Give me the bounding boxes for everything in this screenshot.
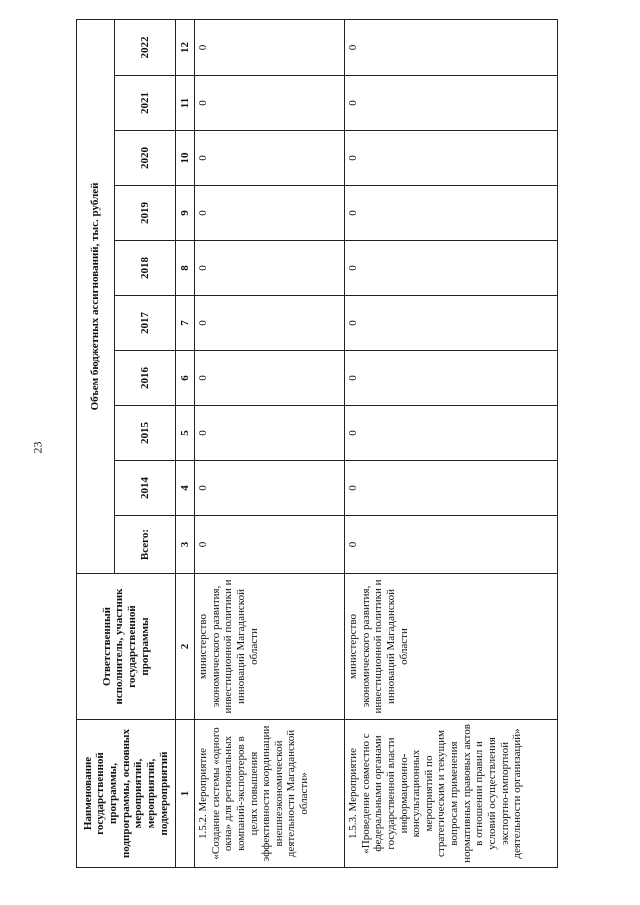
column-number-row: [176, 19, 195, 867]
row-value: 0: [195, 351, 345, 406]
row-value: 0: [345, 461, 558, 516]
row-value: 0: [345, 351, 558, 406]
column-number: 8: [176, 241, 195, 296]
row-value: 0: [195, 19, 345, 75]
header-year: 2018: [115, 241, 176, 296]
column-number: 1: [176, 720, 195, 868]
column-number: 7: [176, 296, 195, 351]
row-value: 0: [345, 76, 558, 131]
row-executor: министерство экономического развития, инвестиционной политики и инноваций Магаданской области: [195, 574, 345, 720]
table-wrapper: [76, 20, 558, 868]
column-number: 5: [176, 406, 195, 461]
column-number: 3: [176, 516, 195, 574]
header-year: 2019: [115, 186, 176, 241]
row-value: 0: [345, 186, 558, 241]
header-name-col: Наименование государственной программы, подпрограммы, основных мероприятий, мероприятий, подмероприятий: [77, 720, 176, 868]
row-value: 0: [345, 131, 558, 186]
row-value: 0: [345, 296, 558, 351]
row-value: 0: [195, 76, 345, 131]
column-number: 9: [176, 186, 195, 241]
row-value: 0: [345, 516, 558, 574]
column-number: 10: [176, 131, 195, 186]
header-budget-group: Объем бюджетных ассигнований, тыс. рублей: [77, 19, 115, 573]
row-value: 0: [195, 186, 345, 241]
header-year: 2017: [115, 296, 176, 351]
column-number: 4: [176, 461, 195, 516]
budget-table: [76, 19, 558, 868]
header-year: 2014: [115, 461, 176, 516]
row-value: 0: [195, 131, 345, 186]
table-row: [345, 19, 558, 867]
header-year: 2020: [115, 131, 176, 186]
column-number: 2: [176, 574, 195, 720]
row-value: 0: [345, 19, 558, 75]
row-executor: министерство экономического развития, инвестиционной политики и инноваций Магаданской области: [345, 574, 558, 720]
row-value: 0: [195, 406, 345, 461]
row-value: 0: [195, 516, 345, 574]
header-year: 2016: [115, 351, 176, 406]
header-year: 2022: [115, 19, 176, 75]
row-value: 0: [345, 241, 558, 296]
row-value: 0: [345, 406, 558, 461]
header-total: Всего:: [115, 516, 176, 574]
header-year: 2015: [115, 406, 176, 461]
page-number: 23: [30, 441, 45, 454]
table-row: [195, 19, 345, 867]
column-number: 11: [176, 76, 195, 131]
row-value: 0: [195, 296, 345, 351]
row-value: 0: [195, 241, 345, 296]
header-executor-col: Ответственный исполнитель, участник государственной программы: [77, 574, 176, 720]
column-number: 6: [176, 351, 195, 406]
row-value: 0: [195, 461, 345, 516]
row-name: 1.5.2. Мероприятие «Создание системы «одного окна» для региональных компаний-экспортеров в целях повышения эффективности координации внешнеэкономической деятельности Магаданской области»: [195, 720, 345, 868]
header-year: 2021: [115, 76, 176, 131]
row-name: 1.5.3. Мероприятие «Проведение совместно с федеральными органами государственной власти информационно-консультационных мероприятий по стратегическим и текущим вопросам применения нормативных правовых актов в отношении правил и условий осуществления экспортно-импортной деятельности организаций»: [345, 720, 558, 868]
column-number: 12: [176, 19, 195, 75]
